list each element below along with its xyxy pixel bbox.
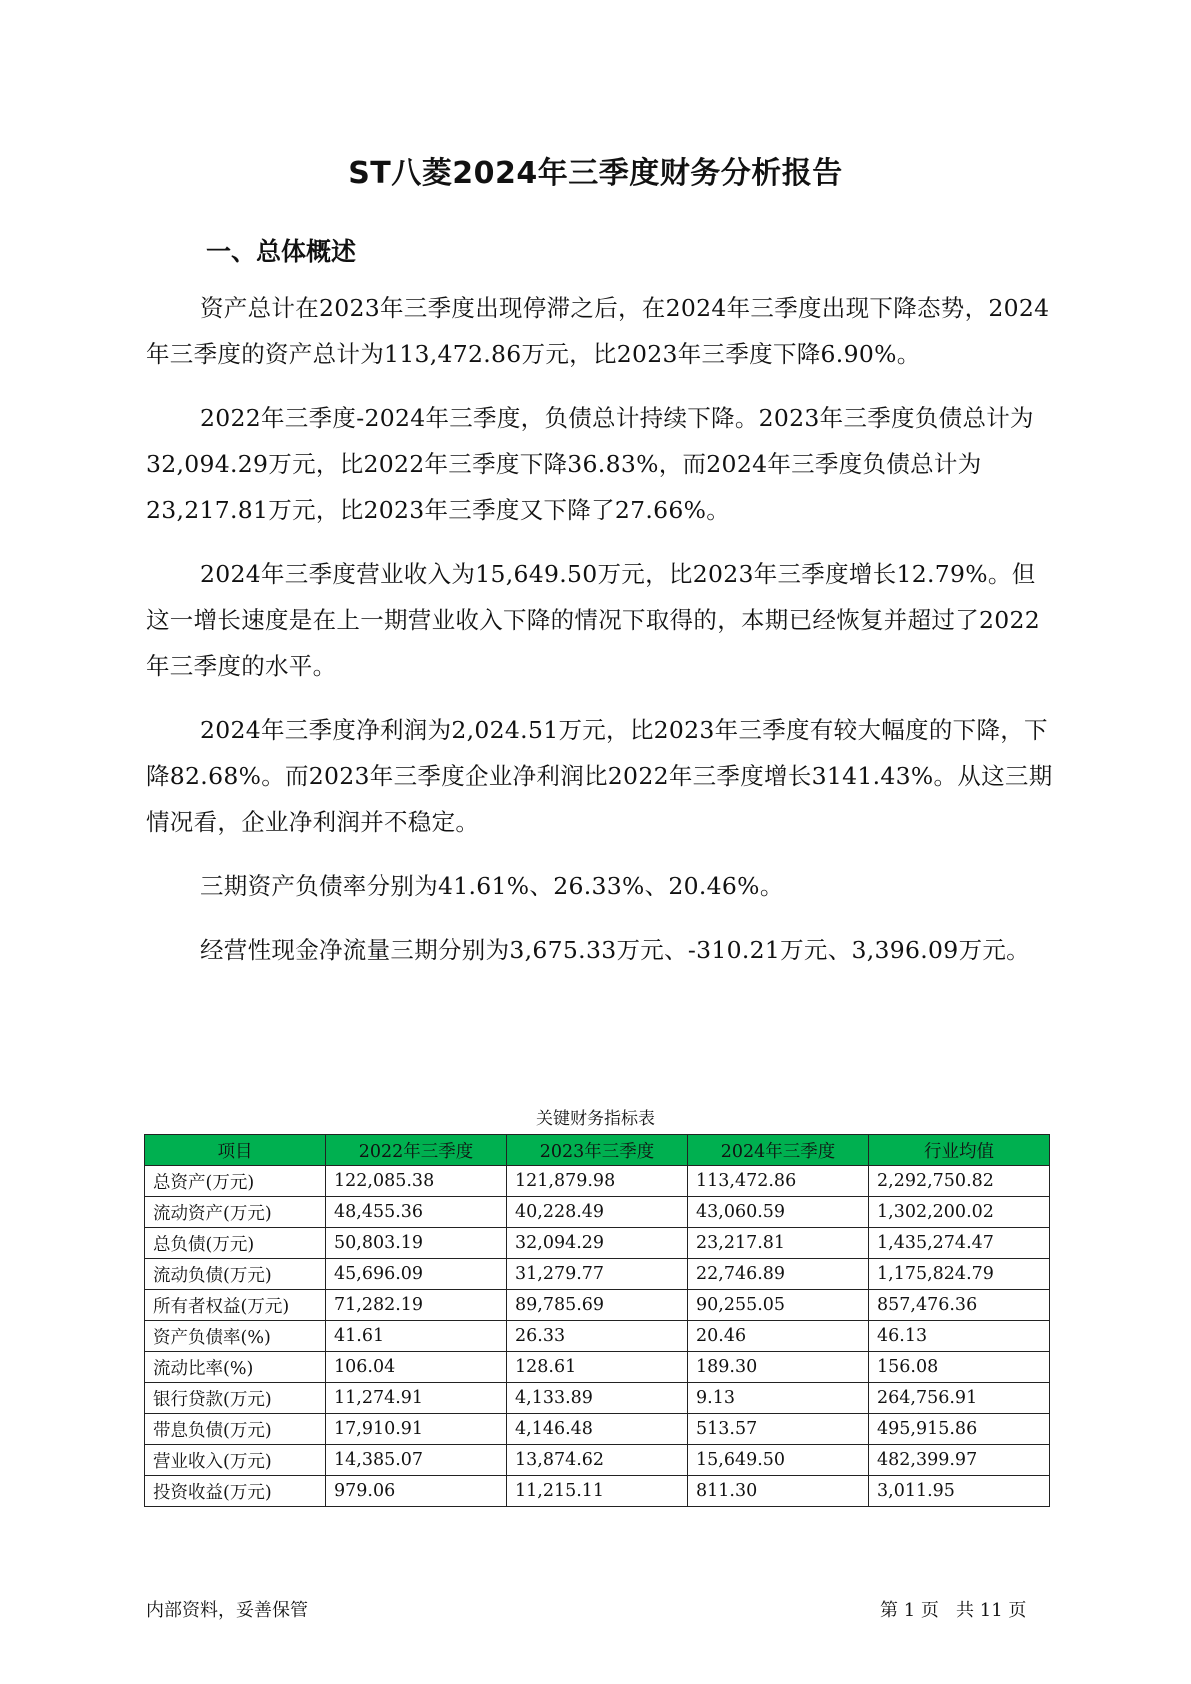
section-heading: 一、总体概述 (206, 237, 357, 266)
row-label-cell: 总负债(万元) (145, 1228, 326, 1259)
table-row (145, 1383, 1050, 1414)
value-cell: 9.13 (688, 1383, 869, 1414)
table-row (145, 1445, 1050, 1476)
column-header: 行业均值 (869, 1135, 1050, 1166)
value-cell: 122,085.38 (326, 1166, 507, 1197)
row-label-cell: 投资收益(万元) (145, 1476, 326, 1507)
value-cell: 156.08 (869, 1352, 1050, 1383)
value-cell: 4,133.89 (507, 1383, 688, 1414)
row-label-cell: 流动比率(%) (145, 1352, 326, 1383)
value-cell: 513.57 (688, 1414, 869, 1445)
column-header: 项目 (145, 1135, 326, 1166)
table-row (145, 1197, 1050, 1228)
value-cell: 50,803.19 (326, 1228, 507, 1259)
row-label-cell: 营业收入(万元) (145, 1445, 326, 1476)
value-cell: 89,785.69 (507, 1290, 688, 1321)
value-cell: 4,146.48 (507, 1414, 688, 1445)
value-cell: 17,910.91 (326, 1414, 507, 1445)
key-financial-table (144, 1134, 1050, 1507)
column-header: 2022年三季度 (326, 1135, 507, 1166)
value-cell: 264,756.91 (869, 1383, 1050, 1414)
table-row (145, 1321, 1050, 1352)
value-cell: 106.04 (326, 1352, 507, 1383)
footer-page-number: 第 1 页 共 11 页 (880, 1600, 1027, 1621)
table-header-row (145, 1135, 1050, 1166)
paragraph-revenue: 2024年三季度营业收入为15,649.50万元，比2023年三季度增长12.79%。但这一增长速度是在上一期营业收入下降的情况下取得的，本期已经恢复并超过了2022年三季度的水平。 (146, 560, 1041, 680)
table-row (145, 1352, 1050, 1383)
value-cell: 1,175,824.79 (869, 1259, 1050, 1290)
value-cell: 48,455.36 (326, 1197, 507, 1228)
table-row (145, 1228, 1050, 1259)
value-cell: 40,228.49 (507, 1197, 688, 1228)
value-cell: 11,215.11 (507, 1476, 688, 1507)
paragraph-debt-ratio: 三期资产负债率分别为41.61%、26.33%、20.46%。 (200, 872, 784, 900)
paragraph-liabilities: 2022年三季度-2024年三季度，负债总计持续下降。2023年三季度负债总计为32,094.29万元，比2022年三季度下降36.83%，而2024年三季度负债总计为23,217.81万元，比2023年三季度又下降了27.66%。 (146, 404, 1034, 524)
value-cell: 32,094.29 (507, 1228, 688, 1259)
paragraph-assets: 资产总计在2023年三季度出现停滞之后，在2024年三季度出现下降态势，2024年三季度的资产总计为113,472.86万元，比2023年三季度下降6.90%。 (146, 294, 1050, 368)
value-cell: 128.61 (507, 1352, 688, 1383)
value-cell: 1,302,200.02 (869, 1197, 1050, 1228)
column-header: 2023年三季度 (507, 1135, 688, 1166)
table-row (145, 1259, 1050, 1290)
value-cell: 15,649.50 (688, 1445, 869, 1476)
value-cell: 41.61 (326, 1321, 507, 1352)
value-cell: 495,915.86 (869, 1414, 1050, 1445)
row-label-cell: 总资产(万元) (145, 1166, 326, 1197)
value-cell: 14,385.07 (326, 1445, 507, 1476)
value-cell: 23,217.81 (688, 1228, 869, 1259)
row-label-cell: 带息负债(万元) (145, 1414, 326, 1445)
value-cell: 189.30 (688, 1352, 869, 1383)
value-cell: 2,292,750.82 (869, 1166, 1050, 1197)
value-cell: 482,399.97 (869, 1445, 1050, 1476)
row-label-cell: 流动负债(万元) (145, 1259, 326, 1290)
value-cell: 3,011.95 (869, 1476, 1050, 1507)
table-caption: 关键财务指标表 (536, 1109, 655, 1129)
value-cell: 46.13 (869, 1321, 1050, 1352)
table-row (145, 1476, 1050, 1507)
page-title: ST八菱2024年三季度财务分析报告 (348, 156, 843, 191)
value-cell: 979.06 (326, 1476, 507, 1507)
row-label-cell: 所有者权益(万元) (145, 1290, 326, 1321)
value-cell: 20.46 (688, 1321, 869, 1352)
value-cell: 121,879.98 (507, 1166, 688, 1197)
value-cell: 45,696.09 (326, 1259, 507, 1290)
value-cell: 43,060.59 (688, 1197, 869, 1228)
value-cell: 90,255.05 (688, 1290, 869, 1321)
row-label-cell: 银行贷款(万元) (145, 1383, 326, 1414)
value-cell: 811.30 (688, 1476, 869, 1507)
footer-confidential-note: 内部资料，妥善保管 (146, 1600, 308, 1621)
overview-body (146, 285, 1058, 991)
value-cell: 71,282.19 (326, 1290, 507, 1321)
table-row (145, 1414, 1050, 1445)
table-row (145, 1290, 1050, 1321)
row-label-cell: 资产负债率(%) (145, 1321, 326, 1352)
value-cell: 113,472.86 (688, 1166, 869, 1197)
value-cell: 1,435,274.47 (869, 1228, 1050, 1259)
value-cell: 31,279.77 (507, 1259, 688, 1290)
value-cell: 11,274.91 (326, 1383, 507, 1414)
value-cell: 857,476.36 (869, 1290, 1050, 1321)
paragraph-net-profit: 2024年三季度净利润为2,024.51万元，比2023年三季度有较大幅度的下降，下降82.68%。而2023年三季度企业净利润比2022年三季度增长3141.43%。从这三期情况看，企业净利润并不稳定。 (146, 716, 1053, 836)
value-cell: 13,874.62 (507, 1445, 688, 1476)
table-row (145, 1166, 1050, 1197)
row-label-cell: 流动资产(万元) (145, 1197, 326, 1228)
value-cell: 26.33 (507, 1321, 688, 1352)
column-header: 2024年三季度 (688, 1135, 869, 1166)
paragraph-cash-flow: 经营性现金净流量三期分别为3,675.33万元、-310.21万元、3,396.09万元。 (200, 936, 1030, 964)
value-cell: 22,746.89 (688, 1259, 869, 1290)
